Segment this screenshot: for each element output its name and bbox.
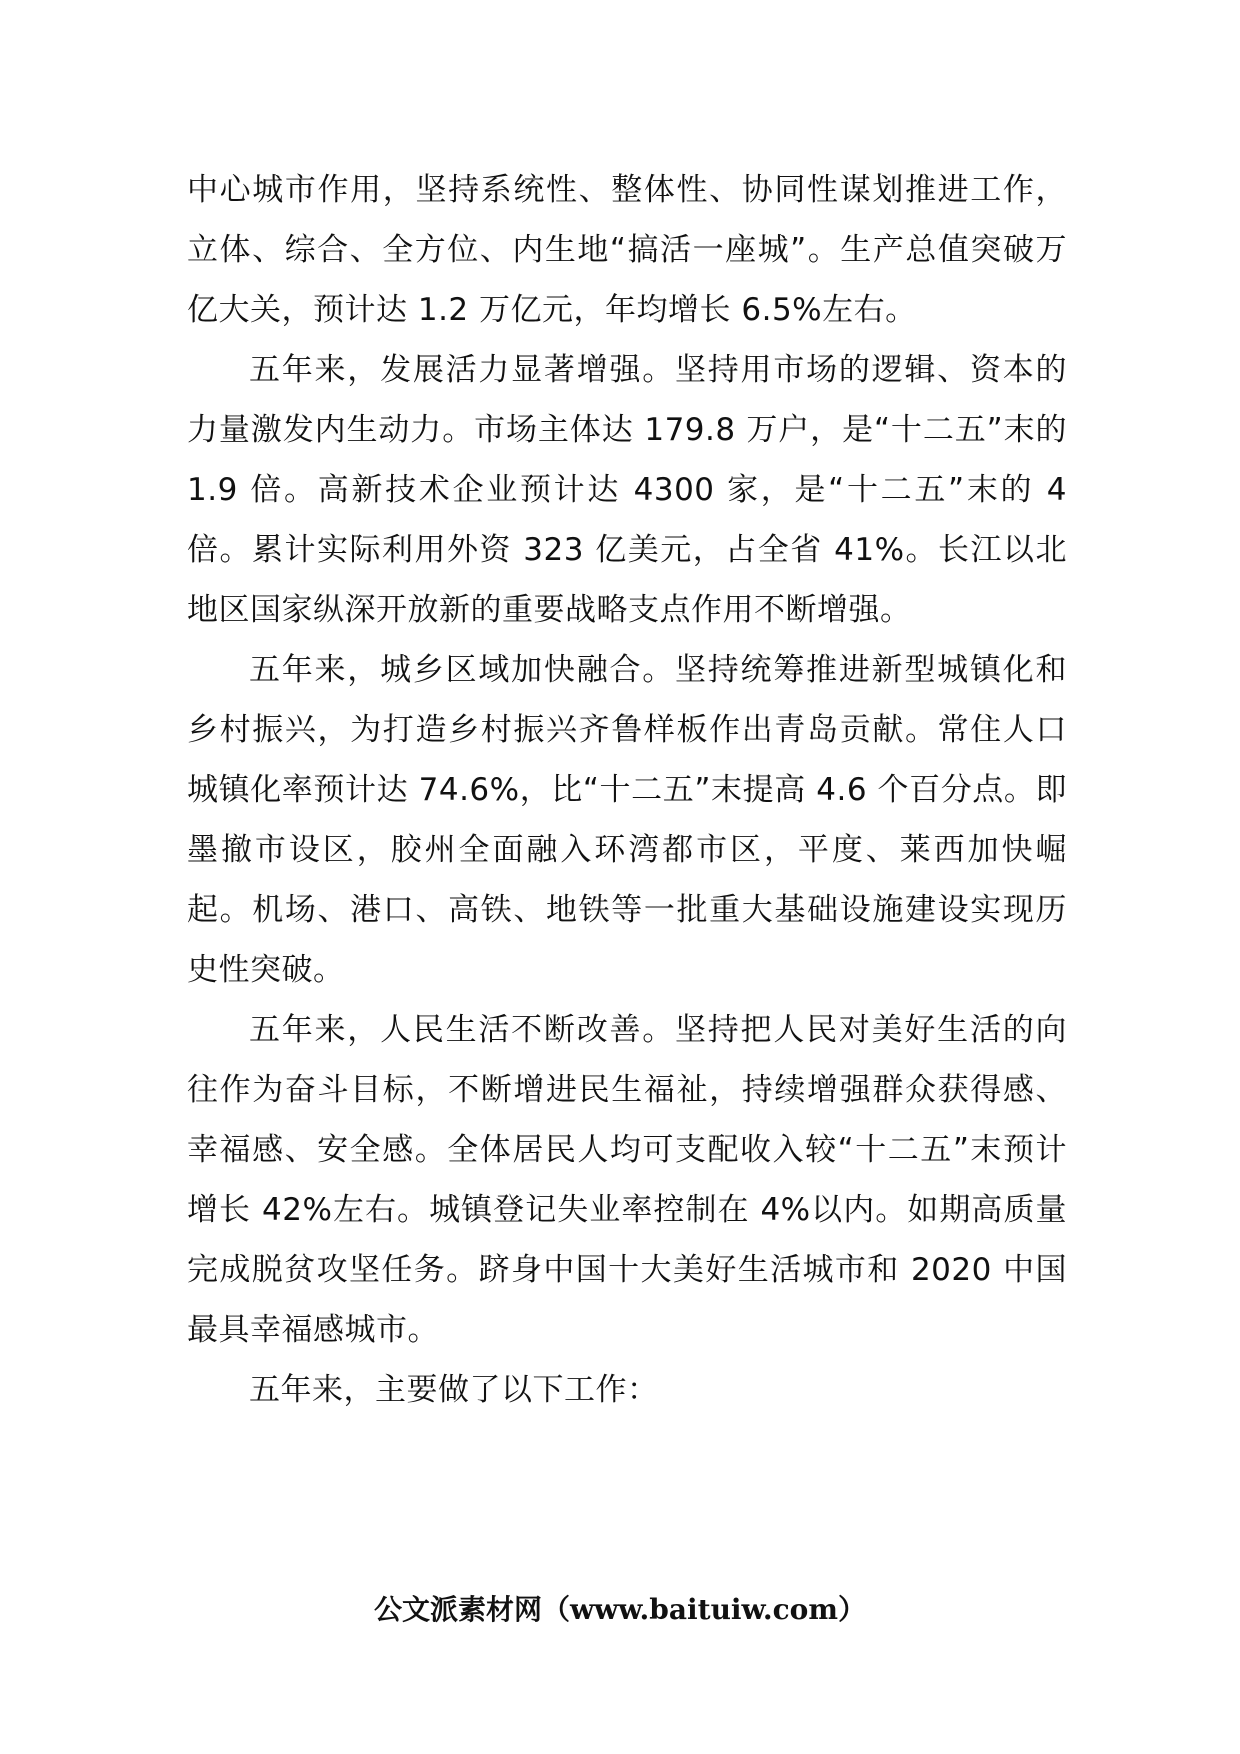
paragraph-development-vitality: 五年来，发展活力显著增强。坚持用市场的逻辑、资本的力量激发内生动力。市场主体达 179.8 万户，是“十二五”末的 1.9 倍。高新技术企业预计达 4300 家，是“十二五”末的 4 倍。累计实际利用外资 323 亿美元，占全省 41%。长江以北地区国家纵深开放新的重要战略支点作用不断增强。 [187, 352, 1067, 628]
document-body [187, 160, 1067, 1420]
footer-watermark: 公文派素材网（www.baituiw.com） [374, 1593, 866, 1626]
paragraph-continuation: 中心城市作用，坚持系统性、整体性、协同性谋划推进工作，立体、综合、全方位、内生地“搞活一座城”。生产总值突破万亿大关，预计达 1.2 万亿元，年均增长 6.5%左右。 [187, 172, 1067, 328]
paragraph-main-work-intro: 五年来，主要做了以下工作： [249, 1372, 659, 1408]
paragraph-living-standards: 五年来，人民生活不断改善。坚持把人民对美好生活的向往作为奋斗目标，不断增进民生福祉，持续增强群众获得感、幸福感、安全感。全体居民人均可支配收入较“十二五”末预计增长 42%左右。城镇登记失业率控制在 4%以内。如期高质量完成脱贫攻坚任务。跻身中国十大美好生活城市和 2020 中国最具幸福感城市。 [187, 1012, 1067, 1348]
paragraph-urban-rural-integration: 五年来，城乡区域加快融合。坚持统筹推进新型城镇化和乡村振兴，为打造乡村振兴齐鲁样板作出青岛贡献。常住人口城镇化率预计达 74.6%，比“十二五”末提高 4.6 个百分点。即墨撤市设区，胶州全面融入环湾都市区，平度、莱西加快崛起。机场、港口、高铁、地铁等一批重大基础设施建设实现历史性突破。 [187, 652, 1067, 988]
